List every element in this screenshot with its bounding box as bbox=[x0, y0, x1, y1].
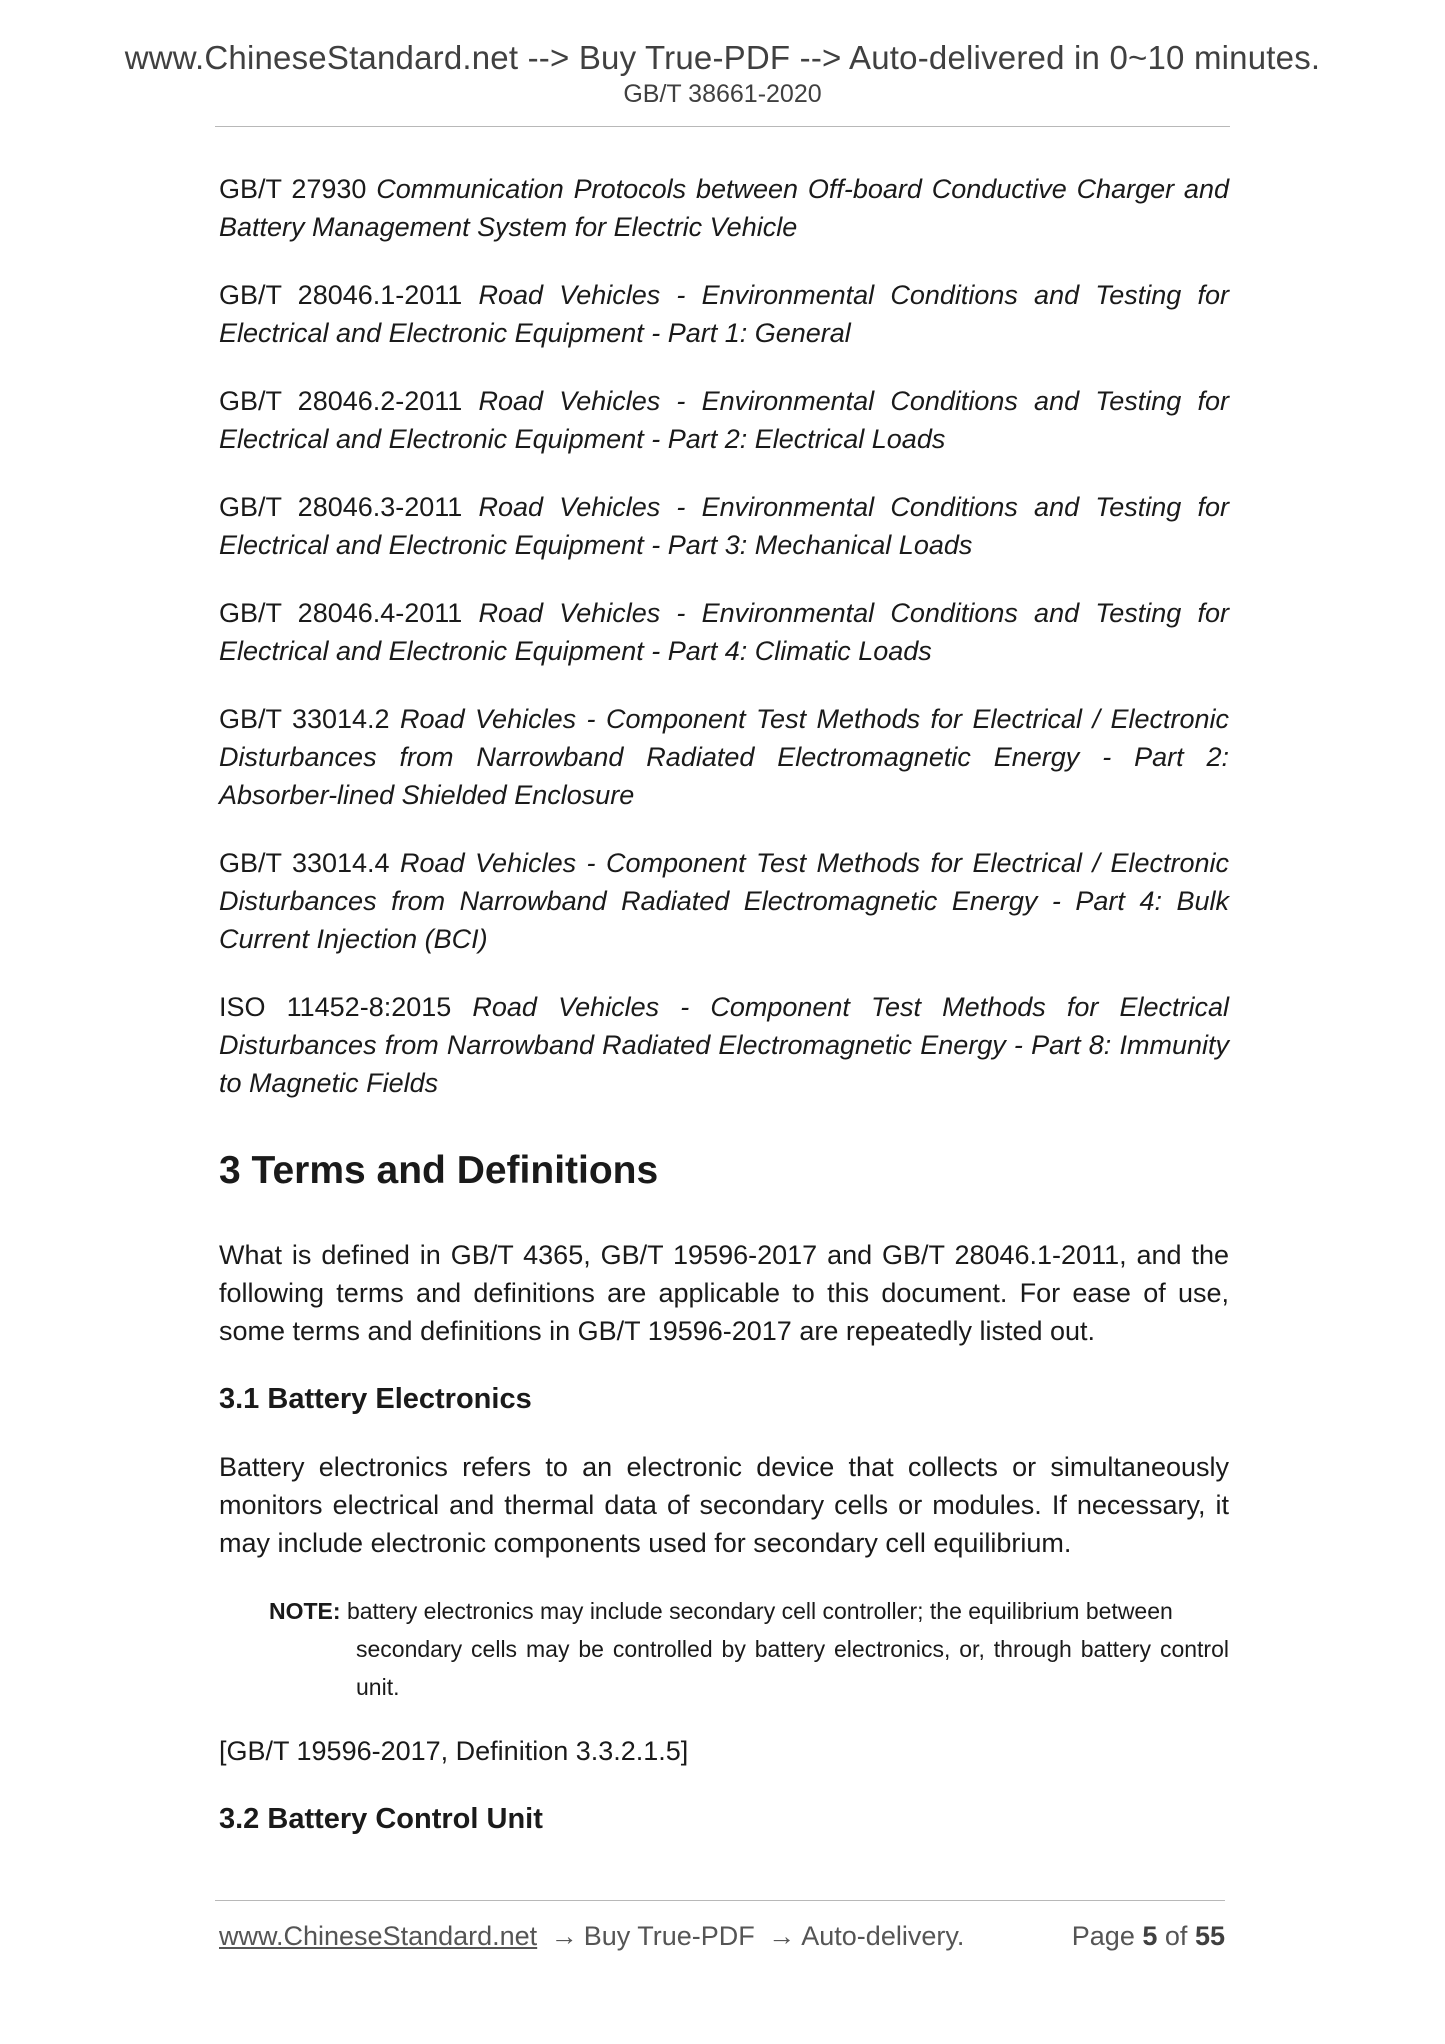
header-divider bbox=[215, 126, 1230, 127]
reference-title: Road Vehicles - Component Test Methods for Electrical / Electronic Disturbances from Narrowband Radiated Electromagnetic Energy - Part 2: Absorber-lined Shielded Enclosure bbox=[219, 704, 1229, 810]
reference-title: Road Vehicles - Environmental Conditions and Testing for Electrical and Electronic Equipment - Part 2: Electrical Loads bbox=[219, 386, 1229, 454]
reference-code: GB/T 28046.2-2011 bbox=[219, 386, 463, 416]
reference-code: GB/T 27930 bbox=[219, 174, 367, 204]
arrow-right-icon: → bbox=[768, 1921, 796, 1951]
reference-title: Road Vehicles - Environmental Conditions and Testing for Electrical and Electronic Equipment - Part 1: General bbox=[219, 280, 1229, 348]
reference-title: Road Vehicles - Environmental Conditions and Testing for Electrical and Electronic Equipment - Part 4: Climatic Loads bbox=[219, 598, 1229, 666]
reference-code: GB/T 28046.3-2011 bbox=[219, 492, 463, 522]
reference-title: Communication Protocols between Off-board Conductive Charger and Battery Management System for Electric Vehicle bbox=[219, 174, 1229, 242]
reference-code: GB/T 28046.1-2011 bbox=[219, 280, 463, 310]
note bbox=[269, 1592, 1229, 1706]
reference-title: Road Vehicles - Component Test Methods for Electrical / Electronic Disturbances from Narrowband Radiated Electromagnetic Energy - Part 4: Bulk Current Injection (BCI) bbox=[219, 848, 1229, 954]
reference-item bbox=[219, 594, 1229, 670]
section-3-1-body: Battery electronics refers to an electronic device that collects or simultaneously monitors electrical and thermal data of secondary cells or modules. If necessary, it may include electronic components used for secondary cell equilibrium. bbox=[219, 1452, 1229, 1558]
site-link[interactable]: www.ChineseStandard.net bbox=[219, 1921, 538, 1951]
note-line-1: battery electronics may include secondary cell controller; the equilibrium between bbox=[346, 1598, 1173, 1624]
reference-item bbox=[219, 382, 1229, 458]
page-number: 5 bbox=[1142, 1921, 1158, 1951]
page-indicator: Page 5 of 55 bbox=[1071, 1921, 1225, 1951]
reference-item bbox=[219, 170, 1229, 246]
reference-code: ISO 11452-8:2015 bbox=[219, 992, 452, 1022]
reference-title: Road Vehicles - Component Test Methods for Electrical Disturbances from Narrowband Radiated Electromagnetic Energy - Part 8: Immunity to Magnetic Fields bbox=[219, 992, 1229, 1098]
site-banner: www.ChineseStandard.net --> Buy True-PDF --> Auto-delivered in 0~10 minutes. bbox=[124, 39, 1321, 76]
reference-code: GB/T 33014.2 bbox=[219, 704, 390, 734]
note-continuation: secondary cells may be controlled by battery electronics, or, through battery control unit. bbox=[356, 1636, 1229, 1700]
reference-list bbox=[219, 170, 1229, 1102]
page-footer bbox=[219, 1918, 1225, 1954]
auto-text: Auto-delivery. bbox=[801, 1921, 965, 1951]
section-3-1-heading: 3.1 Battery Electronics bbox=[219, 1383, 532, 1415]
doc-id: GB/T 38661-2020 bbox=[623, 80, 822, 108]
buy-text: Buy True-PDF bbox=[583, 1921, 755, 1951]
reference-item bbox=[219, 488, 1229, 564]
footer-divider bbox=[215, 1900, 1225, 1901]
note-label: NOTE: bbox=[269, 1598, 341, 1624]
reference-code: GB/T 28046.4-2011 bbox=[219, 598, 463, 628]
section-3-2-heading: 3.2 Battery Control Unit bbox=[219, 1803, 543, 1835]
section-3-heading: 3 Terms and Definitions bbox=[219, 1149, 659, 1192]
reference-item bbox=[219, 988, 1229, 1102]
arrow-right-icon: → bbox=[550, 1921, 578, 1951]
reference-code: GB/T 33014.4 bbox=[219, 848, 390, 878]
reference-title: Road Vehicles - Environmental Conditions and Testing for Electrical and Electronic Equipment - Part 3: Mechanical Loads bbox=[219, 492, 1229, 560]
section-3-intro: What is defined in GB/T 4365, GB/T 19596-2017 and GB/T 28046.1-2011, and the following terms and definitions are applicable to this document. For ease of use, some terms and definitions in GB/T 19596-2017 are repeatedly listed out. bbox=[219, 1240, 1229, 1346]
reference-item bbox=[219, 276, 1229, 352]
page-total: 55 bbox=[1194, 1921, 1225, 1951]
reference-item bbox=[219, 700, 1229, 814]
reference-item bbox=[219, 844, 1229, 958]
page-content bbox=[219, 170, 1229, 1868]
section-3-1-source: [GB/T 19596-2017, Definition 3.3.2.1.5] bbox=[219, 1736, 689, 1766]
